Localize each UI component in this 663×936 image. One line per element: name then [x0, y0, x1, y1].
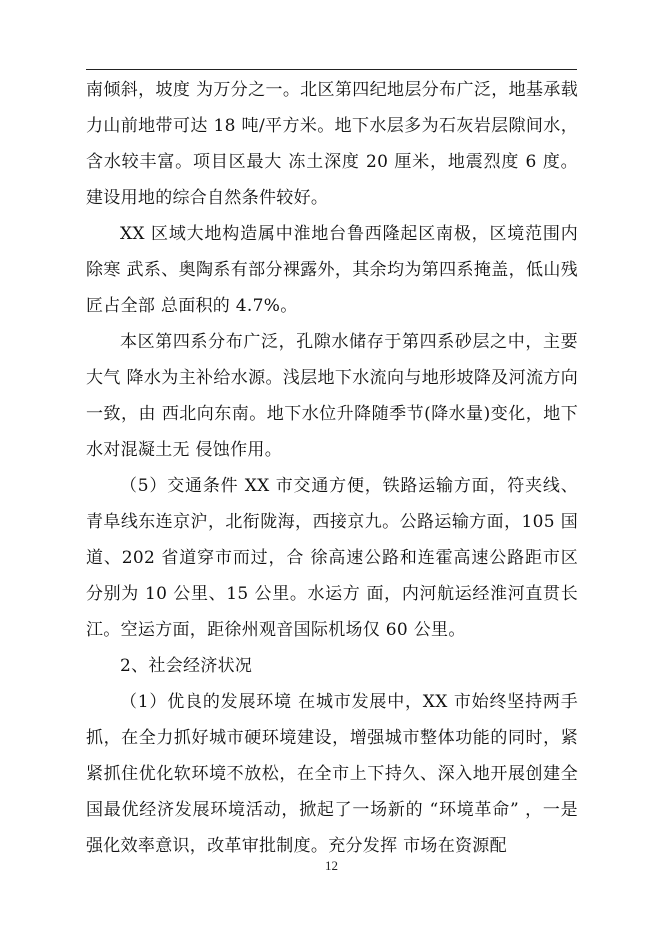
- page-number: 12: [325, 858, 338, 873]
- section-heading-economy: 2、社会经济状况: [120, 656, 253, 676]
- paragraph-tectonics: XX 区域大地构造属中淮地台鲁西隆起区南极，区境范围内除寒 武系、奥陶系有部分裸露外，其余均为第四系掩盖，低山残匠占全部 总面积的 4.7%。: [86, 224, 578, 316]
- paragraph-environment: （1）优良的发展环境 在城市发展中，XX 市始终坚持两手抓，在全力抓好城市硬环境建设，增强城市整体功能的同时，紧紧抓住优化软环境不放松，在全市上下持久、深入地开展创建全国最优经济发展环境活动，掀起了一场新的 “环境革命” ，一是强化效率意识，改革审批制度。充分发挥 市场在资源配: [86, 692, 578, 856]
- document-body: [86, 72, 578, 864]
- paragraph-geology: 南倾斜，坡度 为万分之一。北区第四纪地层分布广泛，地基承载力山前地带可达 18 吨/平方米。地下水层多为石灰岩层隙间水，含水较丰富。项目区最大 冻土深度 20 厘米，地震烈度 6 度。建设用地的综合自然条件较好。: [86, 80, 578, 208]
- header-rule: [86, 69, 577, 70]
- paragraph-groundwater: 本区第四系分布广泛，孔隙水储存于第四系砂层之中，主要大气 降水为主补给水源。浅层地下水流向与地形坡降及河流方向一致，由 西北向东南。地下水位升降随季节(降水量)变化，地下水对混凝土无 侵蚀作用。: [86, 332, 578, 460]
- paragraph-transport: （5）交通条件 XX 市交通方便，铁路运输方面，符夹线、青阜线东连京沪，北衔陇海，西接京九。公路运输方面，105 国道、202 省道穿市而过，合 徐高速公路和连霍高速公路距市区分别为 10 公里、15 公里。水运方 面，内河航运经淮河直贯长江。空运方面，距徐州观音国际机场仅 60 公里。: [86, 476, 578, 640]
